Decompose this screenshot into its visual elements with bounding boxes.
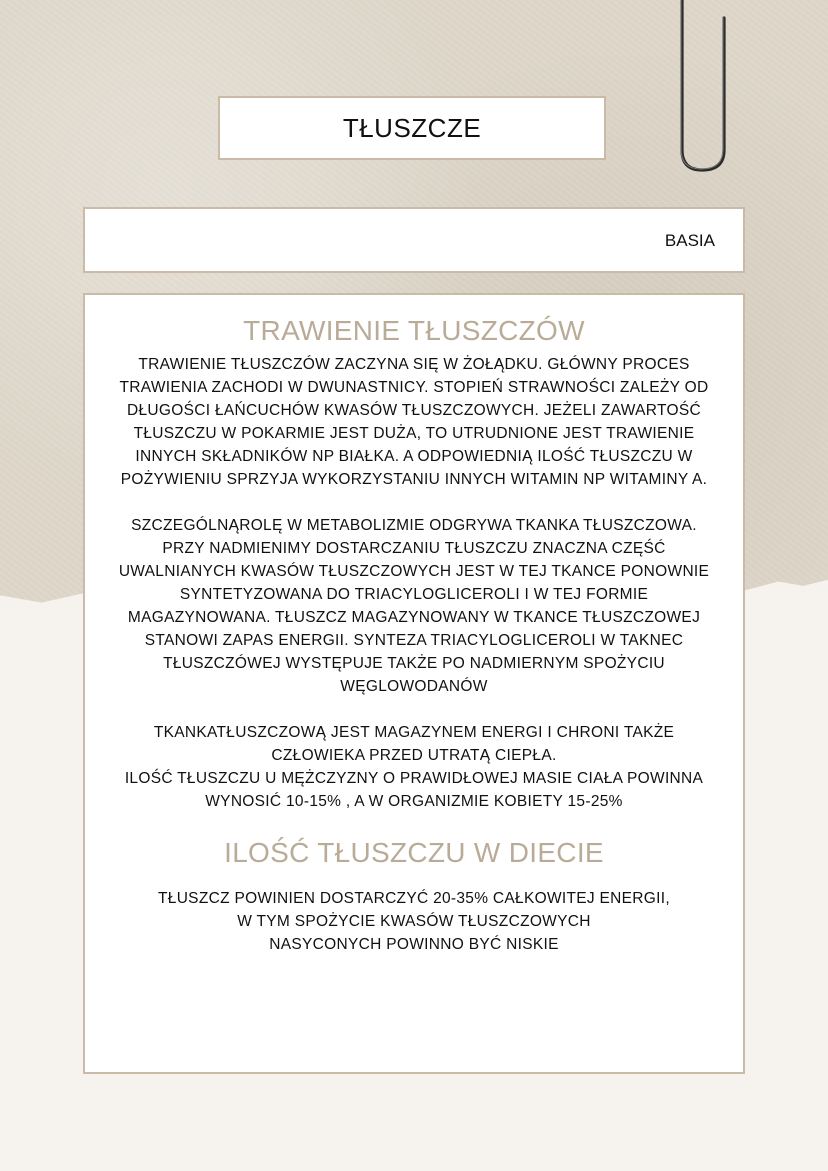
paragraph-diet-energy: TŁUSZCZ POWINIEN DOSTARCZYĆ 20-35% CAŁKOWITEJ ENERGII, <box>158 890 670 907</box>
paragraph-adipose-tissue: SZCZEGÓLNĄROLĘ W METABOLIZMIE ODGRYWA TKANKA TŁUSZCZOWA. PRZY NADMIENIMY DOSTARCZANIU TŁUSZCZU ZNACZNA CZĘŚĆ UWALNIANYCH KWASÓW TŁUSZCZOWYCH JEST W TEJ TKANCE PONOWNIE SYNTETYZOWANA DO TRIACYLOGLICEROLI I W TEJ FORMIE MAGAZYNOWANA. TŁUSZCZ MAGAZYNOWANY W TKANCE TŁUSZCZOWEJ STANOWI ZAPAS ENERGII. SYNTEZA TRIACYLOGLICEROLI W TAKNEC TŁUSZCZÓWEJ WYSTĘPUJE TAKŻE PO NADMIERNYM SPOŻYCIU WĘGLOWODANÓW <box>118 517 710 695</box>
paragraph-digestion: TRAWIENIE TŁUSZCZÓW ZACZYNA SIĘ W ŻOŁĄDKU. GŁÓWNY PROCES TRAWIENIA ZACHODI W DWUNASTNICY. STOPIEŃ STRAWNOŚCI ZALEŻY OD DŁUGOŚCI ŁAŃCUCHÓW KWASÓW TŁUSZCZOWYCH. JEŻELI ZAWARTOŚĆ TŁUSZCZU W POKARMIE JEST DUŻA, TO UTRUDNIONE JEST TRAWIENIE INNYCH SKŁADNIKÓW NP BIAŁKA. A ODPOWIEDNIĄ ILOŚĆ TŁUSZCZU W POŻYWIENIU SPRZYJA WYKORZYSTANIU INNYCH WITAMIN NP WITAMINY A. <box>119 356 709 488</box>
page-title: TŁUSZCZE <box>342 112 482 143</box>
title-box <box>218 96 606 160</box>
paragraph-energy-store: TKANKATŁUSZCZOWĄ JEST MAGAZYNEM ENERGI I CHRONI TAKŻE CZŁOWIEKA PRZED UTRATĄ CIEPŁA. <box>153 724 675 764</box>
author-box <box>83 207 745 273</box>
paragraph-fat-percentage: ILOŚĆ TŁUSZCZU U MĘŻCZYZNY O PRAWIDŁOWEJ MASIE CIAŁA POWINNA WYNOSIĆ 10-15% , A W ORGANIZMIE KOBIETY 15-25% <box>124 770 704 810</box>
paragraph-diet-saturated: W TYM SPOŻYCIE KWASÓW TŁUSZCZOWYCH NASYCONYCH POWINNO BYĆ NISKIE <box>237 913 591 953</box>
section-heading-digestion: TRAWIENIE TŁUSZCZÓW <box>243 315 585 346</box>
paragraph-diet-group <box>115 887 713 956</box>
paragraph-energy-store-group <box>115 721 713 813</box>
paperclip-icon <box>668 0 738 180</box>
content-box <box>83 293 745 1074</box>
author-name: BASIA <box>664 231 715 250</box>
section-heading-diet: ILOŚĆ TŁUSZCZU W DIECIE <box>224 837 604 868</box>
